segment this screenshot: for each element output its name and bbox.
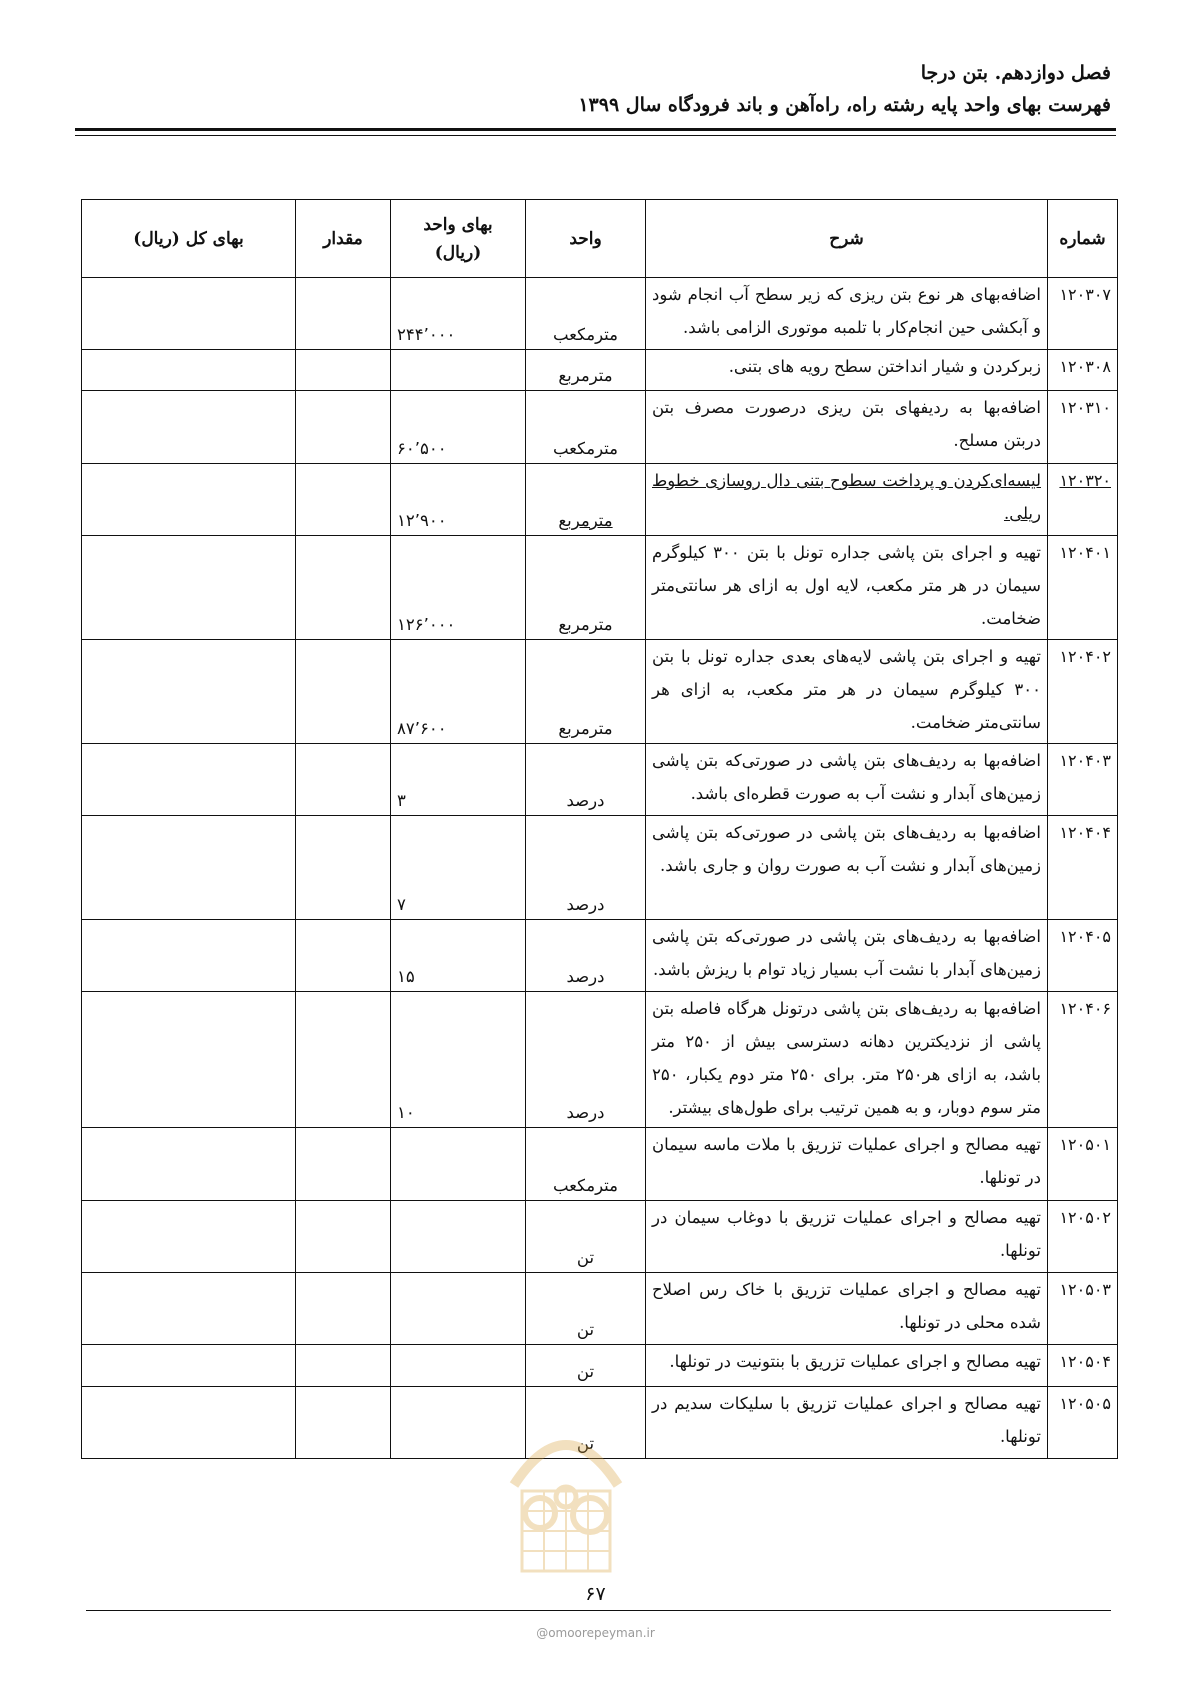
row-quantity (296, 1128, 391, 1201)
row-unit-price: ۱۵ (391, 920, 526, 992)
row-quantity (296, 536, 391, 640)
col-header-unit-price-line2: (ریال) (434, 242, 482, 263)
table-row (82, 536, 1118, 640)
row-unit: درصد (526, 816, 646, 920)
row-code: ۱۲۰۴۰۶ (1048, 992, 1118, 1128)
row-code: ۱۲۰۴۰۳ (1048, 744, 1118, 816)
row-code: ۱۲۰۵۰۳ (1048, 1273, 1118, 1345)
row-unit: تن (526, 1345, 646, 1387)
col-header-description: شرح (646, 200, 1048, 278)
row-description: اضافه‌بها به ردیف‌های بتن پاشی در صورتی‌که بتن پاشی زمین‌های آبدار با نشت آب بسیار زیاد توام با ریزش باشد. (646, 920, 1048, 992)
col-header-unit-price (391, 200, 526, 278)
row-unit: تن (526, 1273, 646, 1345)
row-total-price (82, 1387, 296, 1459)
row-quantity (296, 391, 391, 464)
col-header-unit: واحد (526, 200, 646, 278)
row-description: تهیه مصالح و اجرای عملیات تزریق با ملات ماسه سیمان در تونلها. (646, 1128, 1048, 1201)
row-code: ۱۲۰۳۲۰ (1048, 464, 1118, 536)
row-unit-price (391, 1128, 526, 1201)
row-unit-price: ۸۷٬۶۰۰ (391, 640, 526, 744)
row-total-price (82, 744, 296, 816)
row-code: ۱۲۰۵۰۱ (1048, 1128, 1118, 1201)
col-header-quantity: مقدار (296, 200, 391, 278)
table-row (82, 920, 1118, 992)
row-unit: مترمربع (526, 536, 646, 640)
table-row (82, 992, 1118, 1128)
row-total-price (82, 920, 296, 992)
row-unit-price: ۱۰ (391, 992, 526, 1128)
row-quantity (296, 1345, 391, 1387)
row-code: ۱۲۰۴۰۱ (1048, 536, 1118, 640)
row-total-price (82, 391, 296, 464)
row-description: تهیه مصالح و اجرای عملیات تزریق با دوغاب سیمان در تونلها. (646, 1201, 1048, 1273)
row-description: تهیه مصالح و اجرای عملیات تزریق با سلیکات سدیم در تونلها. (646, 1387, 1048, 1459)
row-code: ۱۲۰۴۰۲ (1048, 640, 1118, 744)
row-unit: درصد (526, 744, 646, 816)
row-unit: مترمکعب (526, 278, 646, 350)
row-quantity (296, 278, 391, 350)
row-description: لیسه‌ای‌کردن و پرداخت سطوح بتنی دال روسازی خطوط ریلی. (646, 464, 1048, 536)
row-unit-price (391, 350, 526, 391)
footer-rule (86, 1610, 1111, 1611)
row-total-price (82, 992, 296, 1128)
row-quantity (296, 992, 391, 1128)
row-unit-price: ۷ (391, 816, 526, 920)
row-total-price (82, 464, 296, 536)
col-header-code: شماره (1048, 200, 1118, 278)
row-total-price (82, 278, 296, 350)
page-number: ۶۷ (585, 1583, 606, 1605)
row-description: زبرکردن و شیار انداختن سطح رویه های بتنی. (646, 350, 1048, 391)
row-quantity (296, 1387, 391, 1459)
row-code: ۱۲۰۳۰۸ (1048, 350, 1118, 391)
row-description: تهیه و اجرای بتن پاشی لایه‌های بعدی جداره تونل با بتن ۳۰۰ کیلوگرم سیمان در هر متر مکعب، به ازای هر سانتی‌متر ضخامت. (646, 640, 1048, 744)
row-quantity (296, 816, 391, 920)
site-watermark-text: @omoorepeyman.ir (536, 1626, 655, 1640)
row-unit-price: ۱۲۶٬۰۰۰ (391, 536, 526, 640)
row-unit-price: ۶۰٬۵۰۰ (391, 391, 526, 464)
row-unit: مترمربع (526, 350, 646, 391)
row-total-price (82, 1201, 296, 1273)
table-row (82, 816, 1118, 920)
row-description: تهیه مصالح و اجرای عملیات تزریق با بنتونیت در تونلها. (646, 1345, 1048, 1387)
table-row (82, 464, 1118, 536)
row-description: تهیه و اجرای بتن پاشی جداره تونل با بتن ۳۰۰ کیلوگرم سیمان در هر متر مکعب، لایه اول به ازای هر سانتی‌متر ضخامت. (646, 536, 1048, 640)
row-code: ۱۲۰۵۰۴ (1048, 1345, 1118, 1387)
table-row (82, 640, 1118, 744)
table-row (82, 1345, 1118, 1387)
row-unit-price (391, 1201, 526, 1273)
row-total-price (82, 1345, 296, 1387)
row-total-price (82, 1273, 296, 1345)
row-code: ۱۲۰۵۰۵ (1048, 1387, 1118, 1459)
row-description: اضافه‌بها به ردیفهای بتن ریزی درصورت مصرف بتن دربتن مسلح. (646, 391, 1048, 464)
publisher-seal-watermark (500, 1415, 632, 1585)
row-code: ۱۲۰۵۰۲ (1048, 1201, 1118, 1273)
row-unit: درصد (526, 920, 646, 992)
row-quantity (296, 1273, 391, 1345)
table-row (82, 350, 1118, 391)
row-unit-price: ۱۲٬۹۰۰ (391, 464, 526, 536)
row-total-price (82, 536, 296, 640)
row-unit: مترمکعب (526, 1128, 646, 1201)
row-description: اضافه‌بها به ردیف‌های بتن پاشی درتونل هرگاه فاصله بتن پاشی از نزدیکترین دهانه دسترسی بیش از ۲۵۰ متر باشد، به ازای هر۲۵۰ متر. برای ۲۵۰ متر دوم یکبار، ۲۵۰ متر سوم دوبار، و به همین ترتیب برای طول‌های بیشتر. (646, 992, 1048, 1128)
table-row (82, 1128, 1118, 1201)
row-unit: تن (526, 1387, 646, 1459)
row-unit-price (391, 1273, 526, 1345)
row-code: ۱۲۰۳۰۷ (1048, 278, 1118, 350)
table-row (82, 278, 1118, 350)
row-unit-price: ۳ (391, 744, 526, 816)
price-list-title: فهرست بهای واحد پایه رشته راه، راه‌آهن و باند فرودگاه سال ۱۳۹۹ (578, 94, 1111, 116)
row-quantity (296, 744, 391, 816)
row-total-price (82, 1128, 296, 1201)
row-code: ۱۲۰۴۰۴ (1048, 816, 1118, 920)
row-code: ۱۲۰۴۰۵ (1048, 920, 1118, 992)
row-quantity (296, 640, 391, 744)
row-total-price (82, 640, 296, 744)
row-quantity (296, 350, 391, 391)
row-unit: تن (526, 1201, 646, 1273)
row-unit: درصد (526, 992, 646, 1128)
row-quantity (296, 920, 391, 992)
row-description: اضافه‌بها به ردیف‌های بتن پاشی در صورتی‌که بتن پاشی زمین‌های آبدار و نشت آب به صورت قطره‌ای باشد. (646, 744, 1048, 816)
table-row (82, 1273, 1118, 1345)
table-row (82, 391, 1118, 464)
table-header-row (82, 200, 1118, 278)
row-quantity (296, 464, 391, 536)
price-table (81, 199, 1118, 1459)
chapter-title: فصل دوازدهم. بتن درجا (920, 62, 1111, 84)
row-unit: مترمکعب (526, 391, 646, 464)
row-unit-price: ۲۴۴٬۰۰۰ (391, 278, 526, 350)
header-rule-thin (75, 135, 1116, 136)
row-total-price (82, 816, 296, 920)
col-header-unit-price-line1: بهای واحد (423, 214, 493, 235)
row-unit-price (391, 1345, 526, 1387)
row-unit: مترمربع (526, 464, 646, 536)
table-row (82, 1201, 1118, 1273)
page-header (80, 58, 1111, 122)
row-description: اضافه‌بهای هر نوع بتن ریزی که زیر سطح آب انجام شود و آبکشی حین انجام‌کار با تلمبه موتوری الزامی باشد. (646, 278, 1048, 350)
col-header-total-price: بهای کل (ریال) (82, 200, 296, 278)
row-description: تهیه مصالح و اجرای عملیات تزریق با خاک رس اصلاح شده محلی در تونلها. (646, 1273, 1048, 1345)
table-row (82, 744, 1118, 816)
row-unit: مترمربع (526, 640, 646, 744)
row-quantity (296, 1201, 391, 1273)
row-description: اضافه‌بها به ردیف‌های بتن پاشی در صورتی‌که بتن پاشی زمین‌های آبدار و نشت آب به صورت روان و جاری باشد. (646, 816, 1048, 920)
row-code: ۱۲۰۳۱۰ (1048, 391, 1118, 464)
header-rule-thick (75, 128, 1116, 131)
row-total-price (82, 350, 296, 391)
